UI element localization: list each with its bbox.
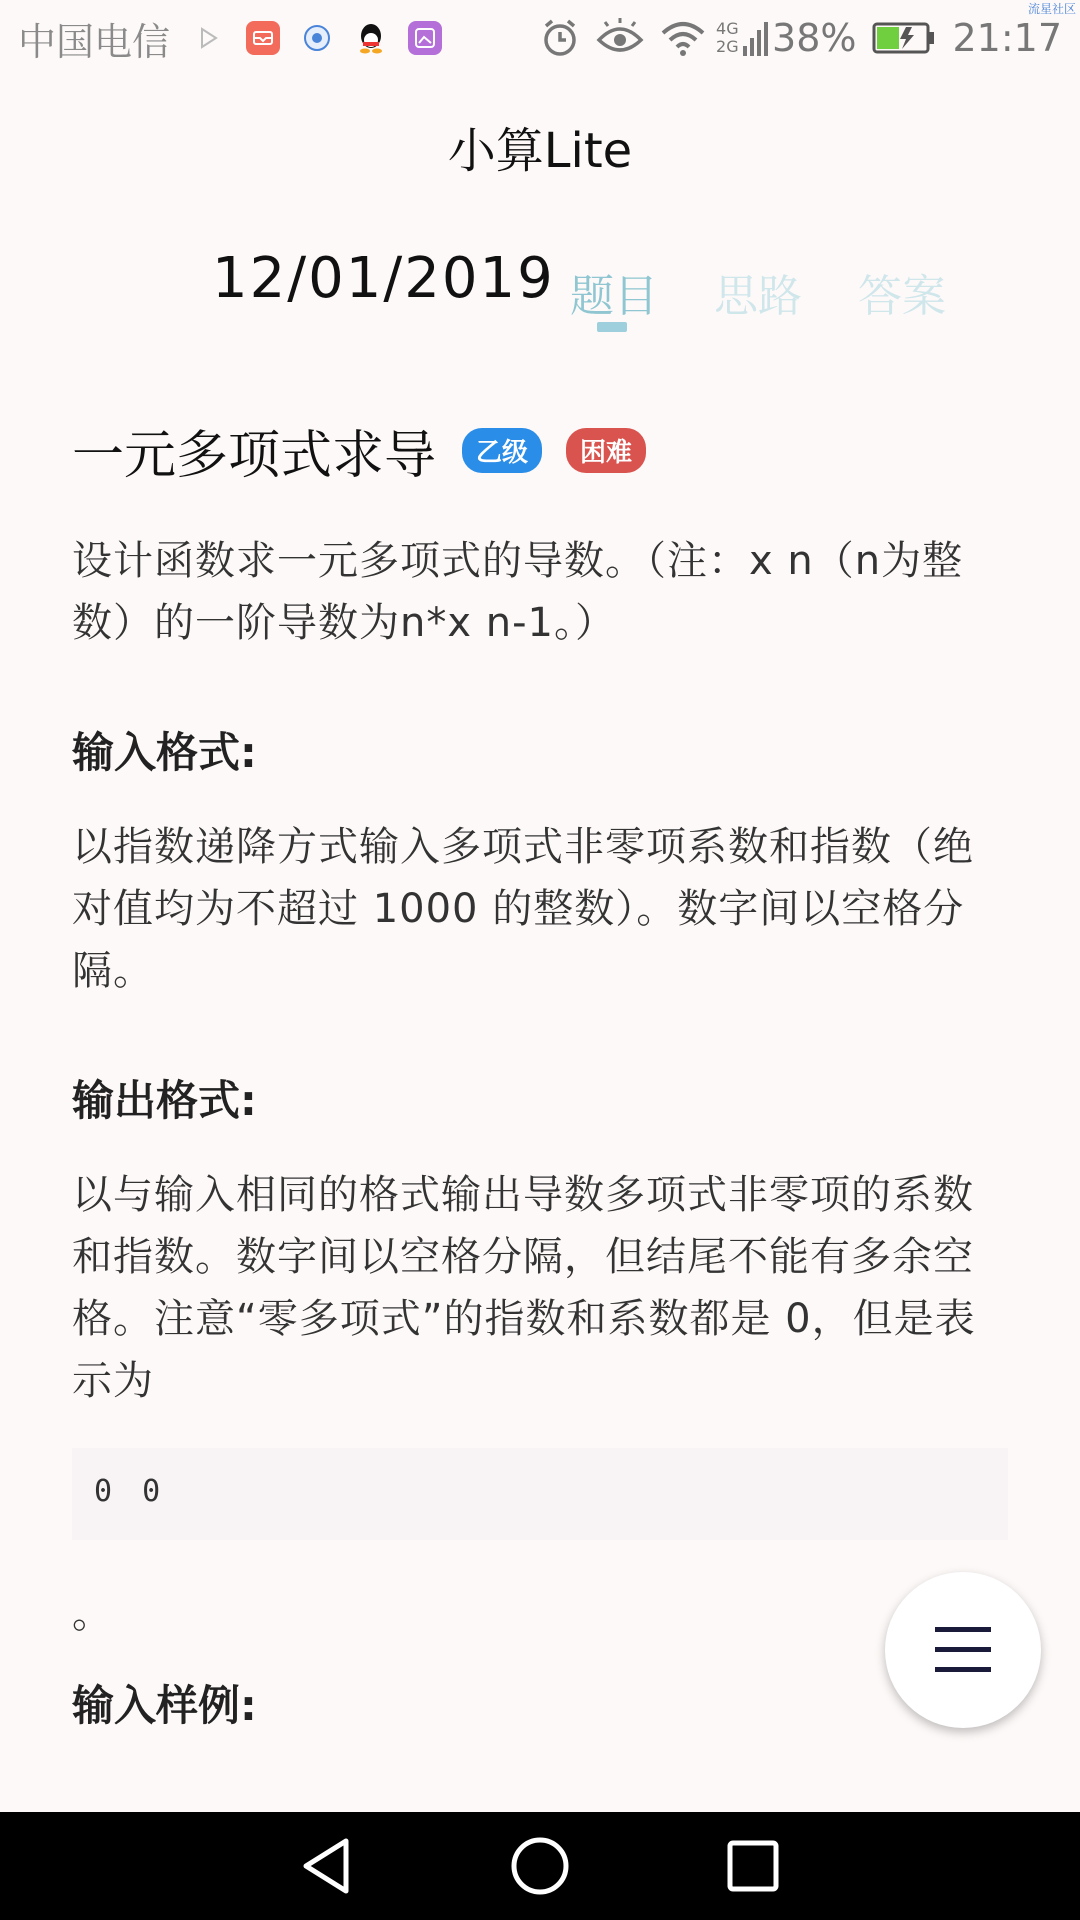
mail-app-icon bbox=[246, 21, 280, 55]
status-bar bbox=[0, 0, 1080, 76]
problem-description: 设计函数求一元多项式的导数。（注：x n（n为整数）的一阶导数为n*x n-1。） bbox=[72, 538, 964, 646]
output-format-text: 以与输入相同的格式输出导数多项式非零项的系数和指数。数字间以空格分隔，但结尾不能有多余空格。注意“零多项式”的指数和系数都是 0，但是表示为 bbox=[72, 1172, 976, 1404]
date-label[interactable]: 12/01/2019 bbox=[212, 246, 555, 311]
home-icon[interactable] bbox=[505, 1831, 575, 1901]
app-title: 小算Lite bbox=[447, 123, 633, 179]
output-format-heading: 输出格式: bbox=[72, 1076, 257, 1125]
watermark: 流星社区 bbox=[1027, 2, 1076, 16]
wifi-icon bbox=[660, 19, 706, 57]
problem-content[interactable] bbox=[72, 410, 1008, 1810]
output-end-text: 。 bbox=[72, 1591, 112, 1637]
gallery-app-icon bbox=[408, 21, 442, 55]
recents-icon[interactable] bbox=[718, 1831, 788, 1901]
battery-percent: 38% bbox=[772, 16, 857, 60]
battery-icon bbox=[872, 21, 936, 55]
difficulty-badge: 困难 bbox=[566, 428, 646, 473]
system-nav-bar bbox=[0, 1812, 1080, 1920]
network-label: 4G 2G bbox=[716, 19, 739, 56]
level-badge: 乙级 bbox=[462, 428, 542, 473]
output-code-block: 0 0 bbox=[72, 1448, 1008, 1540]
qq-icon bbox=[354, 21, 388, 55]
clock: 21:17 bbox=[952, 16, 1062, 60]
status-left bbox=[18, 11, 462, 66]
signal-icon bbox=[716, 20, 740, 56]
back-icon[interactable] bbox=[292, 1831, 362, 1901]
signal-bars-icon bbox=[742, 18, 768, 58]
tab-answer[interactable]: 答案 bbox=[858, 271, 946, 322]
carrier-label: 中国电信 bbox=[18, 19, 171, 64]
baidu-app-icon bbox=[300, 21, 334, 55]
sample-input-heading: 输入样例: bbox=[72, 1681, 257, 1730]
problem-title-row bbox=[72, 410, 1008, 490]
eye-icon bbox=[596, 18, 644, 58]
input-format-text: 以指数递降方式输入多项式非零项系数和指数（绝对值均为不超过 1000 的整数）。数字间以空格分隔。 bbox=[72, 824, 974, 994]
menu-icon bbox=[935, 1627, 991, 1673]
status-right bbox=[524, 16, 1062, 60]
play-icon bbox=[192, 21, 226, 55]
input-format-heading: 输入格式: bbox=[72, 728, 257, 777]
problem-title: 一元多项式求导 bbox=[72, 425, 437, 486]
active-tab-indicator bbox=[597, 322, 627, 332]
tab-idea[interactable]: 思路 bbox=[714, 271, 802, 322]
menu-fab-button[interactable] bbox=[885, 1572, 1041, 1728]
alarm-icon bbox=[540, 18, 580, 58]
tab-topic[interactable]: 题目 bbox=[570, 271, 658, 322]
